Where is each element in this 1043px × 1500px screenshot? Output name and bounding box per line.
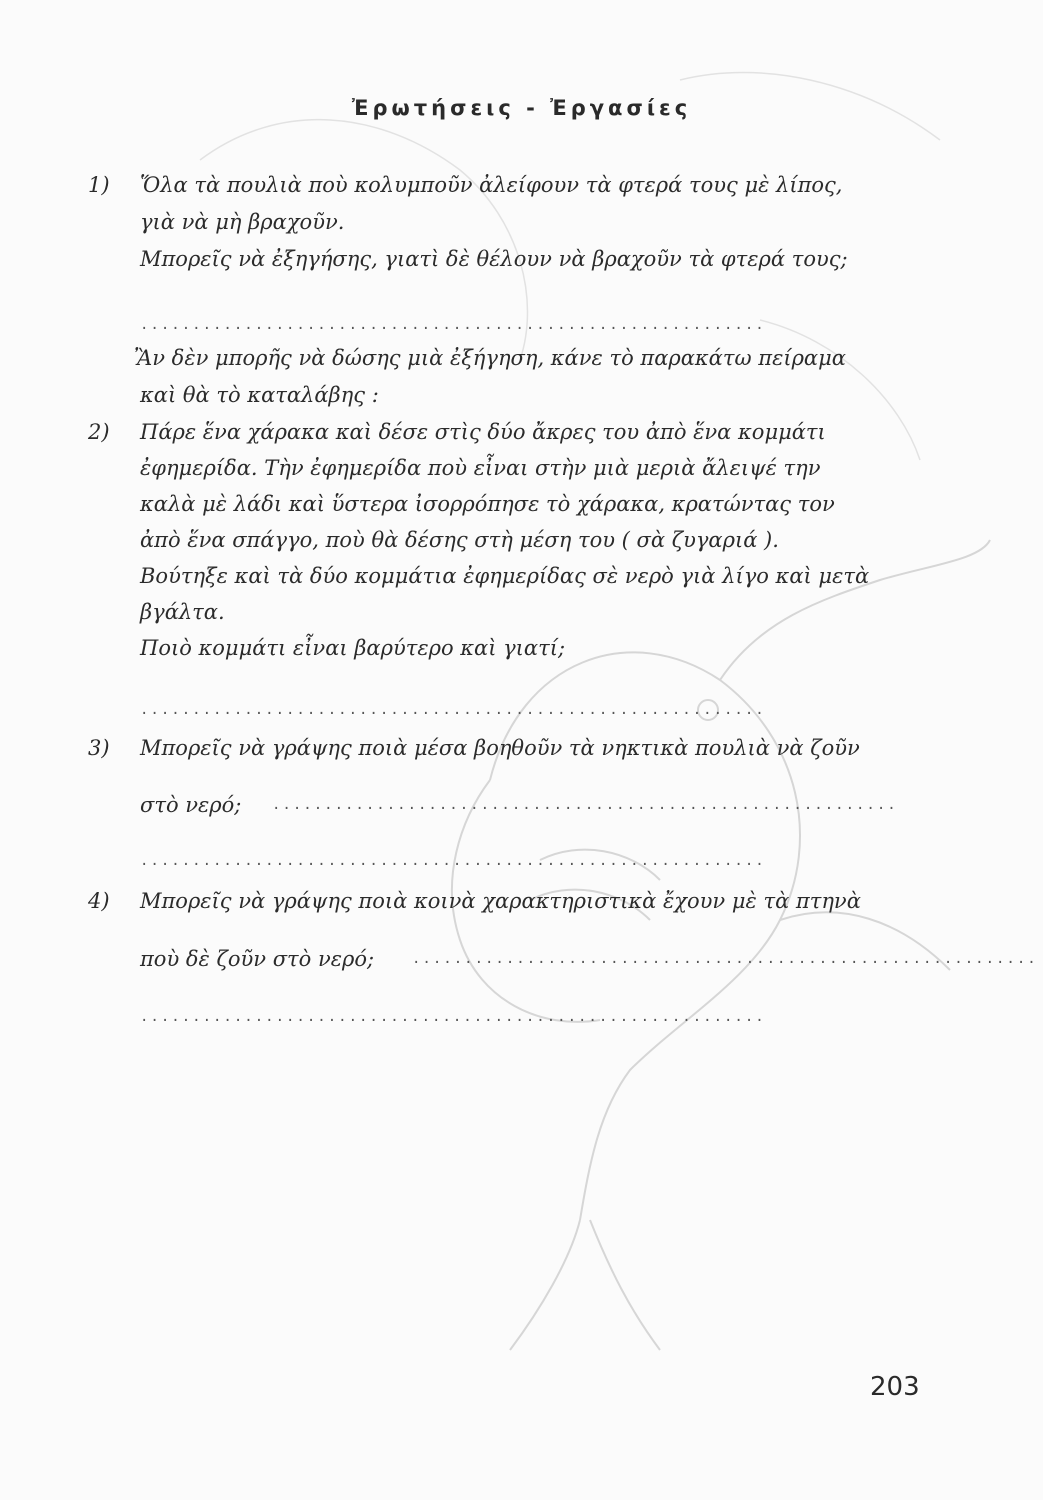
question-1-line-2: γιὰ νὰ μὴ βραχοῦν. xyxy=(140,210,345,234)
page-title: Ἐρωτήσεις - Ἐργασίες xyxy=(351,96,692,120)
question-2-line-3: καλὰ μὲ λάδι καὶ ὕστερα ἰσορρόπησε τὸ χάρακα, κρατώντας τον xyxy=(140,492,835,516)
question-2-line-5: Βούτηξε καὶ τὰ δύο κομμάτια ἐφημερίδας σὲ νερὸ γιὰ λίγο καὶ μετὰ xyxy=(140,564,870,588)
question-1-line-1: Ὅλα τὰ πουλιὰ ποὺ κολυμποῦν ἀλείφουν τὰ φτερά τους μὲ λίπος, xyxy=(140,173,843,197)
question-2-answer-line[interactable]: ............................................................ xyxy=(140,702,766,718)
question-2-line-2: ἐφημερίδα. Τὴν ἐφημερίδα ποὺ εἶναι στὴν μιὰ μεριὰ ἄλειψέ την xyxy=(140,456,821,480)
question-4-number: 4) xyxy=(88,889,110,913)
question-3-answer-line-inline[interactable]: ............................................................ xyxy=(272,797,898,813)
question-2-line-1: Πάρε ἕνα χάρακα καὶ δέσε στὶς δύο ἄκρες του ἀπὸ ἕνα κομμάτι xyxy=(140,420,826,444)
question-4-answer-line[interactable]: ............................................................ xyxy=(140,1009,766,1025)
question-1-answer-line[interactable]: ............................................................ xyxy=(140,317,766,333)
question-4-line-1: Μπορεῖς νὰ γράψης ποιὰ κοινὰ χαρακτηριστικὰ ἔχουν μὲ τὰ πτηνὰ xyxy=(140,889,861,913)
question-1-hint-line-2: καὶ θὰ τὸ καταλάβης : xyxy=(140,383,379,407)
question-1-hint-line-1: Ἂν δὲν μπορῆς νὰ δώσης μιὰ ἐξήγηση, κάνε τὸ παρακάτω πείραμα xyxy=(134,346,846,370)
question-3-line-2: στὸ νερό; xyxy=(140,793,242,817)
question-1-number: 1) xyxy=(88,173,110,197)
question-3-line-1: Μπορεῖς νὰ γράψης ποιὰ μέσα βοηθοῦν τὰ νηκτικὰ πουλιὰ νὰ ζοῦν xyxy=(140,736,860,760)
question-2-line-4: ἀπὸ ἕνα σπάγγο, ποὺ θὰ δέσης στὴ μέση του ( σὰ ζυγαριά ). xyxy=(140,528,779,552)
question-3-answer-line[interactable]: ............................................................ xyxy=(140,853,766,869)
question-1-line-3: Μπορεῖς νὰ ἐξηγήσης, γιατὶ δὲ θέλουν νὰ βραχοῦν τὰ φτερά τους; xyxy=(140,247,848,271)
question-3-number: 3) xyxy=(88,736,110,760)
question-2-number: 2) xyxy=(88,420,110,444)
question-4-line-2: ποὺ δὲ ζοῦν στὸ νερό; xyxy=(140,947,375,971)
question-2-line-7: Ποιὸ κομμάτι εἶναι βαρύτερο καὶ γιατί; xyxy=(140,636,566,660)
question-2-line-6: βγάλτα. xyxy=(140,600,225,624)
question-4-answer-line-inline[interactable]: ............................................................ xyxy=(412,951,1038,967)
page-number: 203 xyxy=(870,1372,920,1402)
